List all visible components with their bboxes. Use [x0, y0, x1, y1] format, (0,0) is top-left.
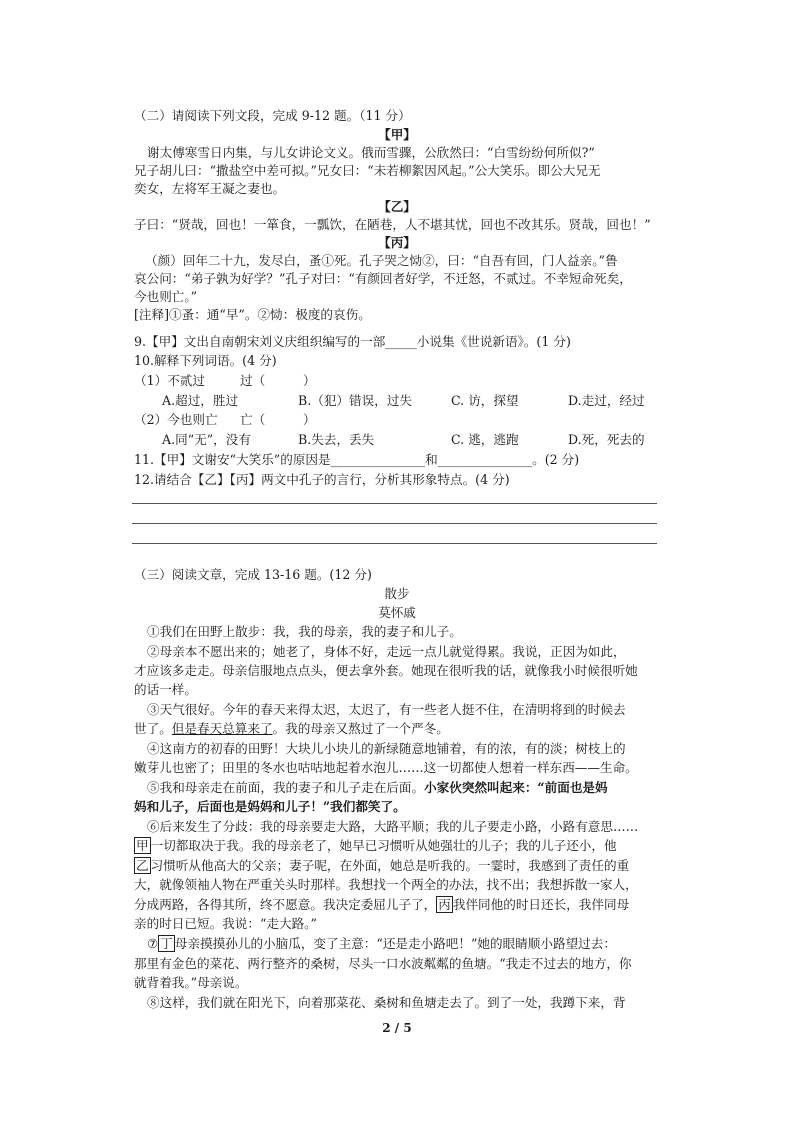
yi-label: 【乙】 [378, 199, 416, 214]
paragraph-3-text: 世了。 [134, 721, 172, 736]
question-10-1-option-b: B.（犯）错误，过失 [298, 393, 413, 408]
paragraph-4-line-2: 嫩芽儿也密了；田里的冬水也咕咕地起着水泡儿……这一切都使人想着一样东西——生命。 [134, 760, 638, 775]
paragraph-5-line-1 [147, 779, 608, 797]
paragraph-6-text-5-end: 我伴同他的时日还长，我伴同母 [452, 897, 630, 912]
underlined-sentence: 但是春天总算来了 [171, 721, 273, 736]
question-10-2-option-c: C. 逃，逃跑 [451, 432, 519, 447]
annotation-note: [注释]①蚤：通“早”。②恸：极度的哀伤。 [134, 307, 371, 322]
paragraph-2-line-3: 的话一样。 [134, 682, 197, 697]
paragraph-7-line-1 [147, 935, 616, 953]
paragraph-7-text-1: 母亲摸摸孙儿的小脑瓜，变了主意：“还是走小路吧！”她的眼睛顺小路望过去： [174, 936, 616, 951]
question-11: 11.【甲】文谢安“大笑乐”的原因是_______________和_______________。(2 分) [134, 452, 580, 467]
article-title: 散步 [384, 586, 410, 601]
paragraph-6-line-4: 大，就像领袖人物在严重关头时那样。我想找一个两全的办法，找不出；我想拆散一家人， [134, 877, 638, 892]
page-number: 2 / 5 [382, 1021, 412, 1035]
paragraph-8-line-1: ⑧这样，我们就在阳光下，向着那菜花、桑树和鱼塘走去了。到了一处，我蹲下来，背 [147, 995, 626, 1010]
question-10-2-stem: （2）今也则亡 [134, 412, 218, 427]
jia-line-2: 兄子胡儿曰：“撒盐空中差可拟。”兄女曰：“未若柳絮因风起。”公大笑乐。即公大兄无 [134, 163, 601, 178]
blank-box-ding: 丁 [160, 936, 173, 951]
jia-label: 【甲】 [378, 127, 416, 142]
paragraph-7-number: ⑦ [147, 936, 159, 951]
paragraph-2-line-1: ②母亲本不愿出来的；她老了，身体不好，走远一点儿就觉得累。我说，正因为如此， [147, 644, 626, 659]
question-10-2-option-a: A.同“无”，没有 [162, 432, 251, 447]
section2-heading: （二）请阅读下列文段，完成 9-12 题。（11 分） [134, 108, 411, 123]
question-10-2-option-b: B.失去，丢失 [298, 432, 375, 447]
question-10-1-option-a: A.超过，胜过 [162, 393, 239, 408]
paragraph-1: ①我们在田野上散步：我，我的母亲，我的妻子和儿子。 [147, 624, 462, 639]
paragraph-4-line-1: ④这南方的初春的田野！大块儿小块儿的新绿随意地铺着，有的浓，有的淡；树枝上的 [147, 741, 626, 756]
paragraph-3-line-2 [134, 720, 449, 738]
paragraph-7-line-3: 就背着我。”母亲说。 [134, 975, 248, 990]
bing-label: 【丙】 [378, 235, 416, 250]
answer-line-3 [132, 543, 657, 544]
answer-line-2 [132, 523, 657, 524]
paragraph-3-text-end: 。我的母亲又熬过了一个严冬。 [272, 721, 449, 736]
question-10-1-word: 过（ ） [240, 373, 316, 388]
paragraph-6-text-3: 习惯听从他高大的父亲；妻子呢，在外面，她总是听我的。一霎时，我感到了责任的重 [150, 858, 630, 873]
question-10-2-option-d: D.死，死去的 [568, 432, 645, 447]
question-10-1-option-d: D.走过，经过 [568, 393, 645, 408]
paragraph-5-line-2: 妈和儿子，后面也是妈妈和儿子！”我们都笑了。 [134, 799, 406, 814]
yi-line: 子曰：“贤哉，回也！一箪食，一瓢饮，在陋巷，人不堪其忧，回也不改其乐。贤哉，回也！” [134, 217, 651, 232]
jia-line-3: 奕女，左将军王凝之妻也。 [134, 181, 286, 196]
paragraph-3-line-1: ③天气很好。今年的春天来得太迟，太迟了，有一些老人挺不住，在清明将到的时候去 [147, 702, 626, 717]
paragraph-7-line-2: 那里有金色的菜花、两行整齐的桑树，尽头一口水波粼粼的鱼塘。“我走不过去的地方，你 [134, 956, 632, 971]
question-10-2-word: 亡（ ） [240, 412, 316, 427]
jia-line-1: 谢太傅寒雪日内集，与儿女讲论文义。俄而雪骤，公欣然曰：“白雪纷纷何所似?” [147, 145, 595, 160]
bing-line-2: 哀公问：“弟子孰为好学？”孔子对曰：“有颜回者好学，不迁怒，不贰过。不幸短命死矣， [134, 271, 632, 286]
question-10-1-stem: （1）不贰过 [134, 373, 205, 388]
paragraph-6-line-5 [134, 896, 629, 914]
blank-box-jia: 甲 [136, 838, 149, 853]
section3-heading: （三）阅读文章，完成 13-16 题。(12 分) [134, 567, 372, 582]
answer-line-1 [132, 503, 657, 504]
question-10: 10.解释下列词语。(4 分) [134, 353, 277, 368]
question-12: 12.请结合【乙】【丙】两文中孔子的言行，分析其形象特点。(4 分) [134, 472, 510, 487]
paragraph-6-line-3 [134, 857, 629, 875]
question-9: 9.【甲】文出自南朝宋刘义庆组织编写的一部_____小说集《世说新语》。(1 分) [134, 334, 571, 349]
paragraph-6-line-1: ⑥后来发生了分歧：我的母亲要走大路，大路平顺；我的儿子要走小路，小路有意思…… [147, 819, 639, 834]
article-author: 莫怀戚 [378, 605, 416, 620]
blank-box-bing: 丙 [438, 897, 451, 912]
paragraph-5-bold: 小家伙突然叫起来：“前面也是妈 [424, 780, 608, 795]
paragraph-2-line-2: 才应该多走走。母亲信服地点点头，便去拿外套。她现在很听我的话，就像我小时候很听她 [134, 663, 638, 678]
paragraph-6-line-6: 亲的时日已短。我说：“走大路。” [134, 916, 317, 931]
bing-line-3: 今也则亡。” [134, 289, 198, 304]
question-10-1-option-c: C. 访，探望 [451, 393, 519, 408]
paragraph-6-text-2: 一切都取决于我。我的母亲老了，她早已习惯听从她强壮的儿子；我的儿子还小，他 [150, 838, 617, 853]
paragraph-6-text-5: 分成两路，各得其所，终不愿意。我决定委屈儿子了， [134, 897, 437, 912]
paragraph-5-plain: ⑤我和母亲走在前面，我的妻子和儿子走在后面。 [147, 780, 425, 795]
paragraph-6-line-2 [134, 837, 617, 855]
blank-box-yi: 乙 [136, 858, 149, 873]
bing-line-1: （颜）回年二十九，发尽白，蚤①死。孔子哭之恸②，曰：“自吾有回，门人益亲。”鲁 [145, 253, 618, 268]
